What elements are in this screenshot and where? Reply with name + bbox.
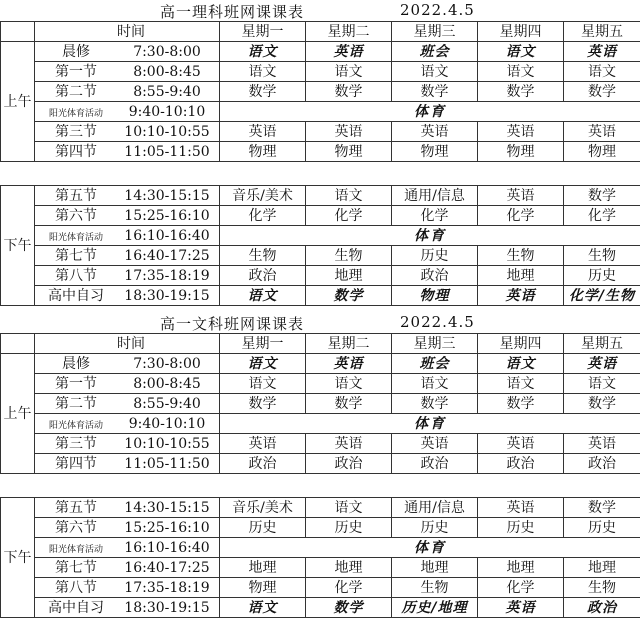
table-row	[1, 354, 640, 374]
subject-cell: 英语	[564, 122, 640, 142]
period-name: 第八节	[55, 579, 97, 596]
period-time: 15:25-16:10	[124, 519, 210, 536]
subject-cell: 数学	[564, 82, 640, 102]
schedule-date: 2022.4.5	[400, 313, 475, 331]
period-name: 高中自习	[48, 599, 104, 616]
period-time-cell	[35, 518, 220, 538]
subject-cell: 语文	[220, 62, 306, 82]
subject-cell: 数学	[220, 394, 306, 414]
subject-cell: 英语	[564, 434, 640, 454]
table-row	[1, 122, 640, 142]
subject-cell: 物理	[564, 142, 640, 162]
am-label: 上午	[1, 42, 35, 162]
period-time: 10:10-10:55	[124, 435, 210, 452]
table-row	[1, 226, 640, 246]
pm-label: 下午	[1, 498, 35, 618]
timetable	[0, 21, 640, 306]
subject-cell: 历史	[564, 266, 640, 286]
table-row	[1, 246, 640, 266]
subject-cell: 英语	[306, 434, 392, 454]
subject-cell: 政治	[392, 266, 478, 286]
subject-cell: 化学	[392, 206, 478, 226]
subject-cell: 历史	[478, 518, 564, 538]
subject-cell: 英语	[306, 42, 392, 62]
subject-cell: 地理	[564, 558, 640, 578]
subject-cell: 化学/生物	[564, 286, 640, 306]
period-time-cell	[35, 122, 220, 142]
schedule-title: 高一文科班网课课表	[160, 315, 305, 333]
period-time-cell	[35, 62, 220, 82]
subject-cell: 数学	[392, 82, 478, 102]
weekday-header: 星期一	[220, 334, 306, 354]
table-row	[1, 498, 640, 518]
weekday-header: 星期四	[478, 334, 564, 354]
period-time: 14:30-15:15	[124, 499, 210, 516]
subject-cell: 语文	[306, 62, 392, 82]
period-name: 第六节	[55, 519, 97, 536]
period-time: 8:55-9:40	[133, 395, 201, 412]
subject-cell: 语文	[392, 62, 478, 82]
subject-cell: 生物	[220, 246, 306, 266]
subject-cell: 英语	[478, 286, 564, 306]
gap-cell	[1, 474, 640, 498]
subject-cell: 英语	[392, 434, 478, 454]
subject-cell: 化学	[306, 206, 392, 226]
subject-cell: 语文	[392, 374, 478, 394]
subject-cell: 化学	[478, 206, 564, 226]
table-row	[1, 142, 640, 162]
subject-cell: 地理	[478, 558, 564, 578]
gap-cell	[1, 162, 640, 186]
subject-cell: 物理	[392, 142, 478, 162]
period-time: 10:10-10:55	[124, 123, 210, 140]
table-row	[1, 102, 640, 122]
period-time-cell	[35, 434, 220, 454]
subject-cell: 通用/信息	[392, 498, 478, 518]
subject-cell: 语文	[220, 42, 306, 62]
subject-cell: 英语	[564, 42, 640, 62]
period-time: 7:30-8:00	[133, 355, 201, 372]
table-row	[1, 434, 640, 454]
subject-cell: 地理	[306, 266, 392, 286]
subject-cell: 英语	[564, 354, 640, 374]
period-time: 8:55-9:40	[133, 83, 201, 100]
subject-cell: 数学	[478, 82, 564, 102]
header-row	[1, 334, 640, 354]
period-time-cell	[35, 82, 220, 102]
subject-cell: 政治	[392, 454, 478, 474]
period-time: 16:40-17:25	[124, 247, 210, 264]
subject-cell: 英语	[392, 122, 478, 142]
period-time: 16:10-16:40	[124, 539, 210, 556]
period-time-cell	[35, 414, 220, 434]
subject-cell: 语文	[478, 42, 564, 62]
period-name: 阳光体育活动	[48, 544, 103, 555]
subject-cell: 英语	[478, 122, 564, 142]
period-time: 11:05-11:50	[124, 143, 210, 160]
period-time: 16:10-16:40	[124, 227, 210, 244]
subject-cell: 语文	[306, 186, 392, 206]
period-time: 7:30-8:00	[133, 43, 201, 60]
table-row	[1, 62, 640, 82]
period-time-cell	[35, 598, 220, 618]
subject-cell: 英语	[220, 434, 306, 454]
period-time: 16:40-17:25	[124, 559, 210, 576]
subject-cell: 语文	[478, 354, 564, 374]
subject-cell: 历史	[392, 518, 478, 538]
subject-cell: 物理	[306, 142, 392, 162]
period-time: 18:30-19:15	[124, 287, 210, 304]
subject-cell: 地理	[392, 558, 478, 578]
period-time: 9:40-10:10	[128, 103, 206, 120]
table-row	[1, 286, 640, 306]
period-name: 晨修	[62, 355, 90, 372]
subject-cell: 数学	[478, 394, 564, 414]
subject-cell: 地理	[220, 558, 306, 578]
table-row	[1, 82, 640, 102]
period-time-cell	[35, 206, 220, 226]
subject-cell: 数学	[564, 394, 640, 414]
subject-cell: 英语	[478, 434, 564, 454]
table-row	[1, 206, 640, 226]
period-time-cell	[35, 578, 220, 598]
schedule-header	[0, 0, 640, 22]
subject-cell: 语文	[220, 354, 306, 374]
period-time-cell	[35, 354, 220, 374]
period-time-cell	[35, 186, 220, 206]
subject-cell: 英语	[306, 122, 392, 142]
subject-cell: 政治	[478, 454, 564, 474]
weekday-header: 星期二	[306, 22, 392, 42]
period-name: 第四节	[55, 143, 97, 160]
period-name: 第七节	[55, 247, 97, 264]
subject-cell: 英语	[478, 186, 564, 206]
period-time-cell	[35, 558, 220, 578]
subject-cell: 班会	[392, 42, 478, 62]
period-name: 第四节	[55, 455, 97, 472]
period-time: 11:05-11:50	[124, 455, 210, 472]
period-time-cell	[35, 286, 220, 306]
section-gap	[1, 474, 640, 498]
weekday-header: 星期五	[564, 22, 640, 42]
period-time-header	[35, 334, 220, 354]
subject-cell: 英语	[220, 122, 306, 142]
subject-cell: 物理	[220, 578, 306, 598]
period-time-cell	[35, 374, 220, 394]
am-label: 上午	[1, 354, 35, 474]
period-time-cell	[35, 498, 220, 518]
period-time: 18:30-19:15	[124, 599, 210, 616]
blank-header-cell	[1, 22, 35, 42]
subject-cell: 语文	[478, 374, 564, 394]
subject-cell: 政治	[306, 454, 392, 474]
subject-cell: 音乐/美术	[220, 498, 306, 518]
period-name: 第六节	[55, 207, 97, 224]
merged-activity-cell: 体育	[220, 102, 640, 122]
subject-cell: 生物	[392, 578, 478, 598]
subject-cell: 音乐/美术	[220, 186, 306, 206]
subject-cell: 英语	[306, 354, 392, 374]
merged-activity-cell: 体育	[220, 414, 640, 434]
period-time-cell	[35, 394, 220, 414]
subject-cell: 语文	[306, 374, 392, 394]
subject-cell: 历史	[564, 518, 640, 538]
subject-cell: 语文	[306, 498, 392, 518]
table-row	[1, 266, 640, 286]
period-time: 8:00-8:45	[133, 375, 201, 392]
subject-cell: 历史/地理	[392, 598, 478, 618]
schedule-header	[0, 312, 640, 334]
subject-cell: 数学	[306, 82, 392, 102]
period-name: 第八节	[55, 267, 97, 284]
subject-cell: 数学	[220, 82, 306, 102]
period-name: 第五节	[55, 187, 97, 204]
table-row	[1, 186, 640, 206]
period-time-cell	[35, 454, 220, 474]
subject-cell: 物理	[392, 286, 478, 306]
subject-cell: 历史	[392, 246, 478, 266]
subject-cell: 化学	[220, 206, 306, 226]
subject-cell: 化学	[564, 206, 640, 226]
subject-cell: 语文	[478, 62, 564, 82]
period-time: 14:30-15:15	[124, 187, 210, 204]
period-name: 晨修	[62, 43, 90, 60]
period-name: 第三节	[55, 123, 97, 140]
period-time: 15:25-16:10	[124, 207, 210, 224]
subject-cell: 生物	[564, 246, 640, 266]
period-time-cell	[35, 266, 220, 286]
subject-cell: 数学	[564, 186, 640, 206]
subject-cell: 政治	[220, 454, 306, 474]
header-row	[1, 22, 640, 42]
merged-activity-cell: 体育	[220, 538, 640, 558]
period-time-cell	[35, 538, 220, 558]
period-name: 阳光体育活动	[48, 108, 103, 119]
weekday-header: 星期二	[306, 334, 392, 354]
period-time-cell	[35, 42, 220, 62]
subject-cell: 物理	[220, 142, 306, 162]
time-header: 时间	[117, 335, 145, 352]
subject-cell: 化学	[306, 578, 392, 598]
subject-cell: 生物	[306, 246, 392, 266]
subject-cell: 历史	[306, 518, 392, 538]
schedule-title: 高一理科班网课课表	[160, 3, 305, 21]
period-time-cell	[35, 246, 220, 266]
pm-label: 下午	[1, 186, 35, 306]
weekday-header: 星期四	[478, 22, 564, 42]
subject-cell: 数学	[564, 498, 640, 518]
subject-cell: 政治	[220, 266, 306, 286]
subject-cell: 政治	[564, 454, 640, 474]
subject-cell: 英语	[478, 598, 564, 618]
table-row	[1, 414, 640, 434]
subject-cell: 历史	[220, 518, 306, 538]
period-name: 第二节	[55, 83, 97, 100]
period-name: 阳光体育活动	[48, 420, 103, 431]
period-name: 阳光体育活动	[48, 232, 103, 243]
period-time: 9:40-10:10	[128, 415, 206, 432]
schedule-date: 2022.4.5	[400, 1, 475, 19]
period-time: 8:00-8:45	[133, 63, 201, 80]
period-time-cell	[35, 102, 220, 122]
subject-cell: 语文	[220, 598, 306, 618]
subject-cell: 物理	[478, 142, 564, 162]
period-name: 第二节	[55, 395, 97, 412]
blank-header-cell	[1, 334, 35, 354]
subject-cell: 数学	[392, 394, 478, 414]
time-header: 时间	[117, 23, 145, 40]
table-row	[1, 374, 640, 394]
subject-cell: 地理	[478, 266, 564, 286]
table-row	[1, 42, 640, 62]
period-name: 第七节	[55, 559, 97, 576]
period-time-header	[35, 22, 220, 42]
weekday-header: 星期三	[392, 334, 478, 354]
subject-cell: 政治	[564, 598, 640, 618]
period-name: 第一节	[55, 375, 97, 392]
table-row	[1, 558, 640, 578]
weekday-header: 星期一	[220, 22, 306, 42]
subject-cell: 数学	[306, 286, 392, 306]
subject-cell: 通用/信息	[392, 186, 478, 206]
period-name: 第五节	[55, 499, 97, 516]
period-time-cell	[35, 226, 220, 246]
table-row	[1, 454, 640, 474]
subject-cell: 化学	[478, 578, 564, 598]
subject-cell: 语文	[564, 62, 640, 82]
table-row	[1, 578, 640, 598]
table-row	[1, 518, 640, 538]
period-time: 17:35-18:19	[124, 579, 210, 596]
subject-cell: 地理	[306, 558, 392, 578]
period-name: 第一节	[55, 63, 97, 80]
subject-cell: 生物	[478, 246, 564, 266]
subject-cell: 语文	[220, 374, 306, 394]
merged-activity-cell: 体育	[220, 226, 640, 246]
subject-cell: 数学	[306, 598, 392, 618]
table-row	[1, 394, 640, 414]
timetable	[0, 333, 640, 618]
section-gap	[1, 162, 640, 186]
period-time-cell	[35, 142, 220, 162]
table-row	[1, 538, 640, 558]
weekday-header: 星期三	[392, 22, 478, 42]
subject-cell: 班会	[392, 354, 478, 374]
subject-cell: 英语	[478, 498, 564, 518]
table-row	[1, 598, 640, 618]
subject-cell: 语文	[220, 286, 306, 306]
period-name: 第三节	[55, 435, 97, 452]
period-name: 高中自习	[48, 287, 104, 304]
subject-cell: 语文	[564, 374, 640, 394]
period-time: 17:35-18:19	[124, 267, 210, 284]
subject-cell: 数学	[306, 394, 392, 414]
subject-cell: 生物	[564, 578, 640, 598]
weekday-header: 星期五	[564, 334, 640, 354]
